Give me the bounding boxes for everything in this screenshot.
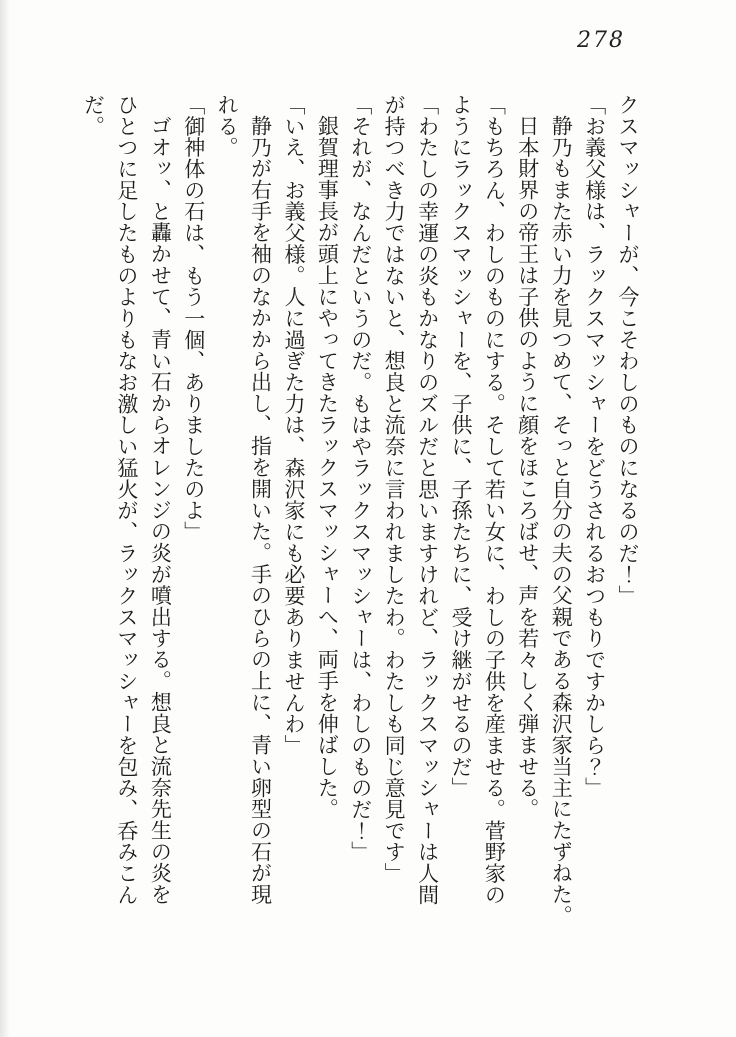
- text-column-15: ゴオッ、と轟かせて、青い石からオレンジの炎が噴出する。想良と流奈先生の炎を: [148, 115, 173, 906]
- text-column-12: 静乃が右手を袖のなかから出し、指を開いた。手のひらの上に、青い卵型の石が現: [248, 115, 273, 906]
- text-column-11: 「いえ、お義父様。人に過ぎた力は、森沢家にも必要ありませんわ」: [281, 94, 306, 756]
- page-edge-shading: [0, 0, 10, 1037]
- text-column-16: ひとつに足したものよりもなお激しい猛火が、ラックスマッシャーを包み、呑みこん: [114, 94, 139, 906]
- text-column-9: 「それが、なんだというのだ。もはやラックスマッシャーは、わしのものだ！」: [348, 94, 373, 863]
- text-column-14: 「御神体の石は、もう一個、ありましたのよ」: [181, 94, 206, 543]
- text-column-17: だ。: [81, 94, 106, 137]
- text-column-7: 「わたしの幸運の炎もかなりのズルだと思いますけれど、ラックスマッシャーは人間: [415, 94, 440, 906]
- text-column-3: 静乃もまた赤い力を見つめて、そっと自分の夫の父親である森沢家当主にたずねた。: [549, 115, 574, 927]
- text-column-2: 「お義父様は、ラックスマッシャーをどうされるおつもりですかしら？」: [582, 94, 607, 799]
- text-block: [76, 94, 644, 927]
- text-column-4: 日本財界の帝王は子供のように顔をほころばせ、声を若々しく弾ませる。: [515, 115, 540, 820]
- text-column-1: クスマッシャーが、今こそわしのものになるのだ！」: [616, 94, 640, 607]
- text-column-5: 「もちろん、わしのものにする。そして若い女に、わしの子供を産ませる。菅野家の: [482, 94, 507, 906]
- text-column-13: れる。: [215, 94, 240, 159]
- text-column-8: が持つべき力ではないと、想良と流奈に言われましたわ。わたしも同じ意見です」: [382, 94, 407, 884]
- page-number: 278: [577, 28, 625, 53]
- text-column-6: ようにラックスマッシャーを、子供に、子孫たちに、受け継がせるのだ」: [448, 94, 473, 799]
- text-column-10: 銀賀理事長が頭上にやってきたラックスマッシャーへ、両手を伸ばした。: [315, 115, 340, 820]
